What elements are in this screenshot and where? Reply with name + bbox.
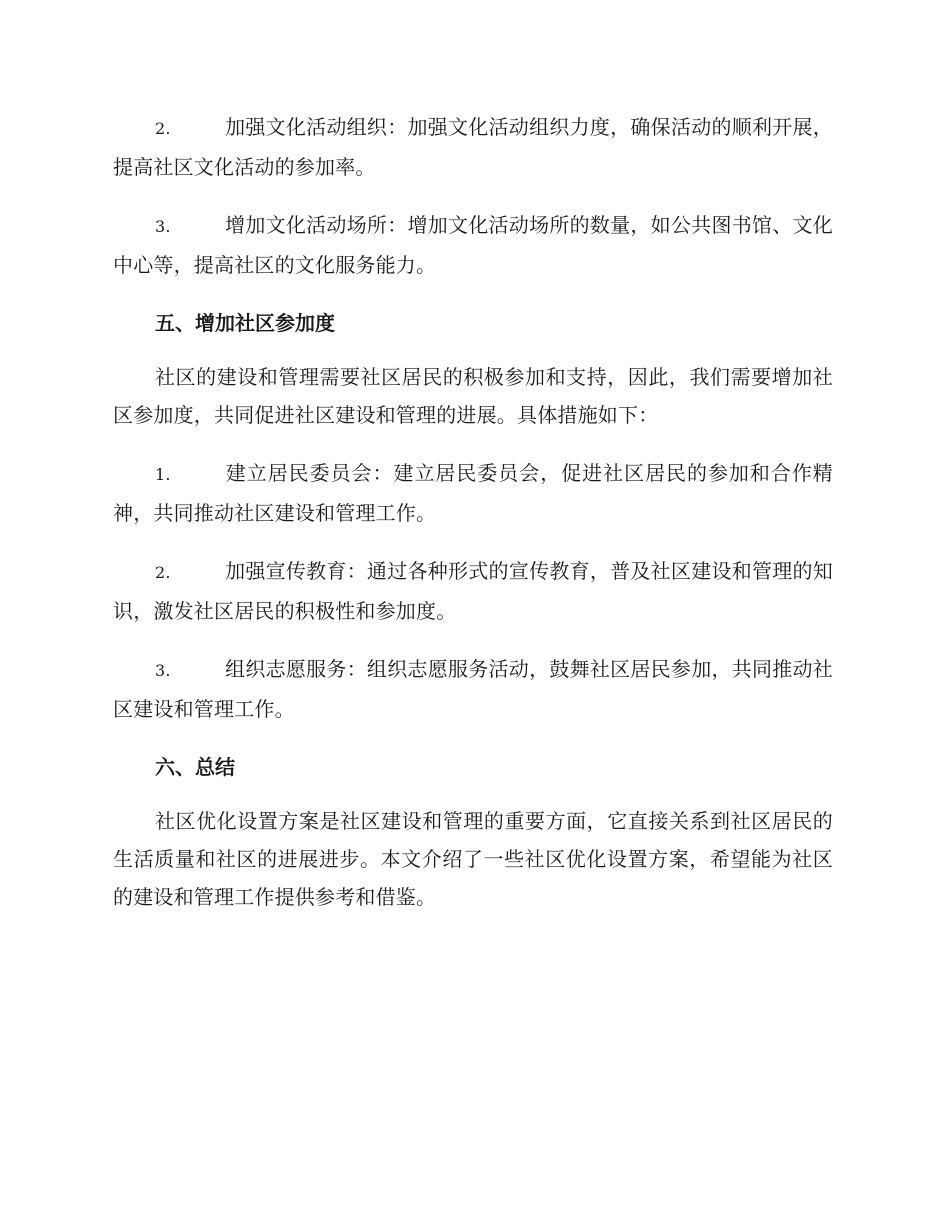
list-number: 3. <box>155 661 171 680</box>
list-item-text: 组织志愿服务：组织志愿服务活动，鼓舞社区居民参加，共同推动社区建设和管理工作。 <box>113 657 833 721</box>
list-number: 1. <box>155 465 171 484</box>
list-item-text: 建立居民委员会：建立居民委员会，促进社区居民的参加和合作精神，共同推动社区建设和管理工作。 <box>113 461 833 525</box>
section-heading-5: 五、增加社区参加度 <box>155 311 335 335</box>
section-6-body: 社区优化设置方案是社区建设和管理的重要方面，它直接关系到社区居民的生活质量和社区的进展进步。本文介绍了一些社区优化设置方案，希望能为社区的建设和管理工作提供参考和借鉴。 <box>113 809 833 909</box>
section-heading-6: 六、总结 <box>155 755 235 779</box>
list-item-text: 加强文化活动组织：加强文化活动组织力度，确保活动的顺利开展，提高社区文化活动的参加率。 <box>113 115 833 179</box>
list-number: 2. <box>155 119 171 138</box>
list-number: 2. <box>155 563 171 582</box>
list-item <box>113 650 833 728</box>
list-item <box>113 552 833 630</box>
list-item-text: 增加文化活动场所：增加文化活动场所的数量，如公共图书馆、文化中心等，提高社区的文化服务能力。 <box>113 213 833 277</box>
list-item <box>113 454 833 532</box>
list-number: 3. <box>155 217 171 236</box>
document-page <box>113 108 833 936</box>
section-5-intro: 社区的建设和管理需要社区居民的积极参加和支持，因此，我们需要增加社区参加度，共同促进社区建设和管理的进展。具体措施如下： <box>113 365 833 427</box>
list-item-text: 加强宣传教育：通过各种形式的宣传教育，普及社区建设和管理的知识，激发社区居民的积极性和参加度。 <box>113 559 833 623</box>
list-item <box>113 108 833 186</box>
list-item <box>113 206 833 284</box>
